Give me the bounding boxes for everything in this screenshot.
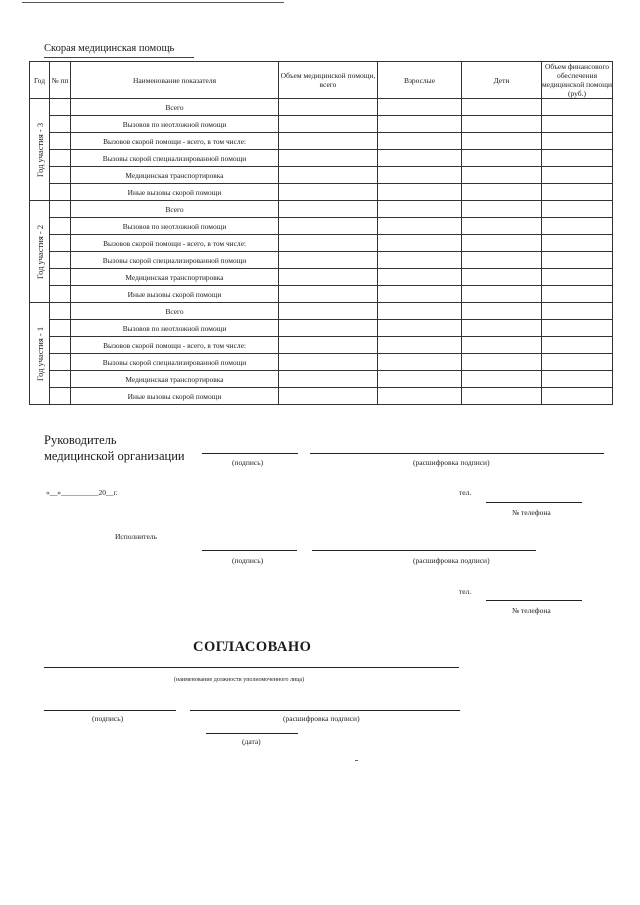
table-row <box>30 269 613 286</box>
indicator-name: Медицинская транспортировка <box>71 269 279 286</box>
indicator-name: Вызовы скорой специализированной помощи <box>71 150 279 167</box>
table-row <box>30 201 613 218</box>
indicator-name: Вызовов скорой помощи - всего, в том числе: <box>71 337 279 354</box>
table-row <box>30 133 613 150</box>
header-name: Наименование показателя <box>71 62 279 99</box>
executor-decode-caption: (расшифровка подписи) <box>413 556 490 565</box>
approval-decode-caption: (расшифровка подписи) <box>283 714 360 723</box>
indicator-name: Вызовы скорой специализированной помощи <box>71 252 279 269</box>
table-row <box>30 337 613 354</box>
table-row <box>30 150 613 167</box>
executor-decode-line <box>312 550 536 551</box>
head-signature-line <box>202 453 298 454</box>
phone-caption-1: № телефона <box>512 508 551 517</box>
section-title-underline <box>44 57 194 58</box>
table-row <box>30 371 613 388</box>
phone-caption-2: № телефона <box>512 606 551 615</box>
head-label-line2: медицинской организации <box>44 449 185 463</box>
indicator-name: Всего <box>71 201 279 218</box>
approval-position-caption: (наименование должности уполномоченного лица) <box>174 677 305 683</box>
approval-date-caption: (дата) <box>242 737 261 746</box>
indicator-name: Иные вызовы скорой помощи <box>71 286 279 303</box>
indicator-name: Вызовов по неотложной помощи <box>71 320 279 337</box>
table-row <box>30 184 613 201</box>
indicator-name: Иные вызовы скорой помощи <box>71 388 279 405</box>
tel-line-2 <box>486 600 582 601</box>
year-cell <box>30 99 50 201</box>
stray-mark <box>355 760 358 761</box>
table-row <box>30 354 613 371</box>
indicators-table <box>29 61 613 405</box>
table-row <box>30 167 613 184</box>
indicator-name: Всего <box>71 303 279 320</box>
table-row <box>30 303 613 320</box>
table-row <box>30 116 613 133</box>
approval-signature-line <box>44 710 176 711</box>
tel-line-1 <box>486 502 582 503</box>
tel-label-2: тел. <box>459 587 472 596</box>
approval-signature-caption: (подпись) <box>92 714 124 723</box>
header-adults: Взрослые <box>378 62 462 99</box>
header-children: Дети <box>462 62 542 99</box>
top-rule <box>22 2 284 3</box>
header-num: № пп <box>50 62 71 99</box>
approval-position-line <box>44 667 459 668</box>
indicator-name: Медицинская транспортировка <box>71 371 279 388</box>
executor-label: Исполнитель <box>115 532 157 541</box>
year-label: Год участия - 2 <box>34 224 45 279</box>
indicator-name: Вызовов скорой помощи - всего, в том числе: <box>71 133 279 150</box>
executor-signature-caption: (подпись) <box>232 556 264 565</box>
indicator-name: Вызовов по неотложной помощи <box>71 218 279 235</box>
table-row <box>30 235 613 252</box>
section-title: Скорая медицинская помощь <box>44 43 175 54</box>
approval-date-line <box>206 733 298 734</box>
table-row <box>30 388 613 405</box>
table-row <box>30 252 613 269</box>
table-row <box>30 286 613 303</box>
approval-decode-line <box>190 710 460 711</box>
year-cell <box>30 201 50 303</box>
indicator-name: Медицинская транспортировка <box>71 167 279 184</box>
year-label: Год участия - 1 <box>34 326 45 381</box>
approval-heading: СОГЛАСОВАНО <box>193 639 312 655</box>
table-row <box>30 218 613 235</box>
indicator-name: Иные вызовы скорой помощи <box>71 184 279 201</box>
tel-label-1: тел. <box>459 488 472 497</box>
indicator-name: Всего <box>71 99 279 116</box>
indicator-name: Вызовы скорой специализированной помощи <box>71 354 279 371</box>
head-decode-line <box>310 453 604 454</box>
indicator-name: Вызовов по неотложной помощи <box>71 116 279 133</box>
head-signature-caption: (подпись) <box>232 458 264 467</box>
executor-signature-line <box>202 550 297 551</box>
header-volume-total: Объем медицинской помощи, всего <box>279 62 378 99</box>
indicator-name: Вызовов скорой помощи - всего, в том числе: <box>71 235 279 252</box>
header-finance: Объем финансового обеспечения медицинской помощи (руб.) <box>542 62 612 98</box>
header-year: Год <box>30 62 50 99</box>
table-header-row <box>30 62 613 99</box>
head-label-line1: Руководитель <box>44 433 117 447</box>
head-decode-caption: (расшифровка подписи) <box>413 458 490 467</box>
table-row <box>30 320 613 337</box>
year-label: Год участия - 3 <box>34 122 45 177</box>
table-row <box>30 99 613 116</box>
year-cell <box>30 303 50 405</box>
date-field: «__»__________20__г. <box>46 488 118 497</box>
